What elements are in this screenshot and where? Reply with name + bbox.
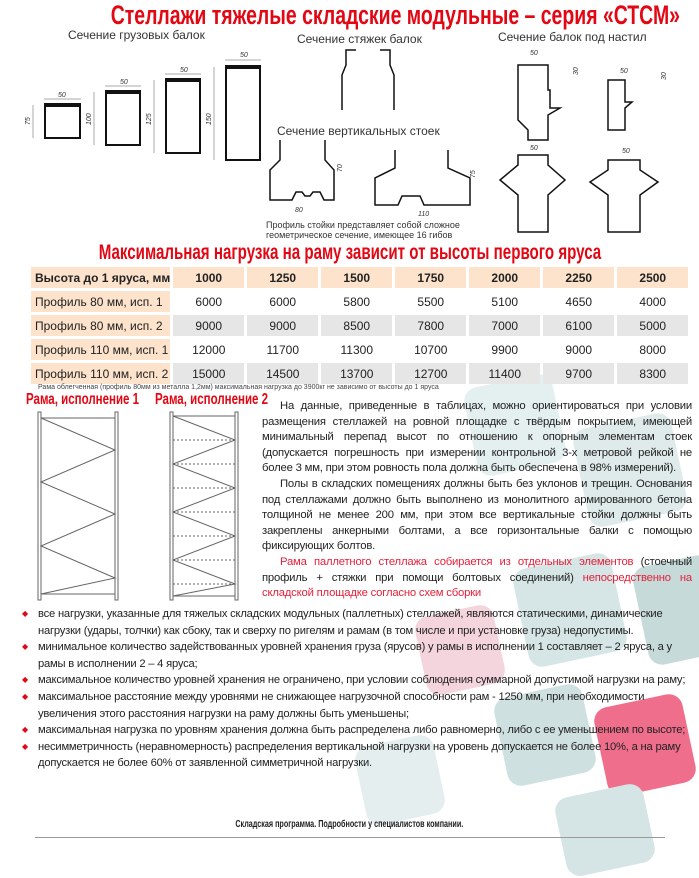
profile-drawings [0, 0, 699, 240]
dim-label: 50 [620, 68, 628, 75]
frame-1-label: Рама, исполнение 1 [26, 391, 140, 408]
list-item: ◆ несимметричность (неравномерность) распределения вертикальной нагрузки на уровень допускается не более 10%, а на раму допускается не более 60% от заявленной симметричной нагрузки. [22, 739, 686, 772]
list-item: ◆ максимальная нагрузка по уровням хранения должна быть распределена либо равномерно, либо с ее уменьшением по высоте; [22, 722, 686, 739]
page-title: Стеллажи тяжелые складские модульные – серия «СТСМ» [110, 0, 680, 30]
dim-label: 125 [146, 113, 153, 125]
table-row: Профиль 80 мм, исп. 1 6000 6000 5800 5500 5100 4650 4000 [31, 291, 688, 312]
frame-1-drawing [38, 412, 118, 600]
dim-label: 30 [661, 72, 668, 80]
paragraph: Рама паллетного стеллажа собирается из отдельных элементов (стоечный профиль + стяжки при помощи болтовых соединений) непосредственно на складской площадке согласно схем сборки [262, 555, 693, 600]
dim-label: 50 [530, 50, 538, 57]
dim-label: 80 [295, 207, 303, 214]
frame-2-drawing [170, 412, 238, 600]
list-item: ◆ максимальное количество уровней хранения не ограничено, при условии соблюдения суммарной допустимой нагрузки на раму; [22, 672, 686, 689]
upright-note: Профиль стойки представляет собой сложное геометрическое сечение, имеющее 16 гибов [266, 220, 460, 240]
footer-text: Складская программа. Подробности у специалистов компании. [235, 819, 464, 830]
dim-label: 70 [337, 164, 344, 172]
frame-2-label: Рама, исполнение 2 [155, 391, 269, 408]
table-note: Рама облегченная (профиль 80мм из металла 1,2мм) максимальная нагрузка до 3900кг не зависимо от высоты до 1 яруса [38, 384, 439, 391]
dim-label: 75 [470, 170, 477, 178]
requirements-list [22, 606, 686, 772]
conditions-text [262, 399, 692, 602]
dim-label: 50 [58, 92, 66, 99]
dim-label: 50 [120, 79, 128, 86]
dim-label: 75 [25, 117, 32, 125]
tie-beams-caption: Сечение стяжек балок [297, 32, 422, 46]
dim-label: 100 [86, 113, 93, 125]
paragraph: На данные, приведенные в таблицах, можно ориентироваться при условии размещения стеллажей на ровной площадке с твёрдым покрытием, имеющей минимальный перепад высот по отношению к опорным элементам стоек (допускается погрешность при измерении контрольной 3-х метровой рейкой не более 3 мм, при этом ровность пола должна быть обеспечена в 98% измерений). [262, 400, 692, 475]
dim-label: 50 [180, 67, 188, 74]
footer-divider [35, 837, 665, 838]
dim-label: 110 [418, 211, 430, 218]
table-row: Профиль 110 мм, исп. 1 12000 11700 11300 10700 9900 9000 8000 [31, 339, 688, 360]
dim-label: 150 [206, 113, 213, 125]
list-item: ◆ минимальное количество задействованных уровней хранения груза (ярусов) у рамы в исполнении 1 составляет – 2 яруса, а у рамы в исполнении 2 – 4 яруса; [22, 639, 686, 672]
deck-beam-sections [500, 65, 658, 232]
dim-label: 50 [530, 145, 538, 152]
dim-label: 50 [240, 52, 248, 59]
uprights-caption: Сечение вертикальных стоек [277, 124, 440, 138]
tie-beam-sections [342, 50, 394, 110]
dim-label: 50 [622, 148, 630, 155]
list-item: ◆ все нагрузки, указанные для тяжелых складских модульных (паллетных) стеллажей, являются статическими, динамические нагрузки (удары, толчки) как сбоку, так и сверху по ригелям и рамам (в том числе и при установке груза) недопустимы. [22, 606, 686, 639]
table-row: Профиль 110 мм, исп. 2 15000 14500 13700 12700 11400 9700 8300 [31, 363, 688, 384]
upright-sections [270, 140, 470, 205]
load-beams-caption: Сечение грузовых балок [68, 28, 205, 42]
paragraph: Полы в складских помещениях должны быть без уклонов и трещин. Основания под стеллажами должно быть выполнено из монолитного армированного бетона толщиной не менее 200 мм, при этом все вертикальные стойки должны быть закреплены анкерными болтами, а все горизонтальные балки с помощью фиксирующих болтов. [262, 477, 692, 553]
list-item: ◆ максимальное расстояние между уровнями не снижающее нагрузочной способности рам - 1250 мм, при необходимости увеличения этого расстояния нагрузки на раму должны быть уменьшены; [22, 689, 686, 722]
table-title: Максимальная нагрузка на раму зависит от высоты первого яруса [98, 241, 601, 264]
deck-beams-caption: Сечение балок под настил [498, 30, 647, 44]
table-header-row: Высота до 1 яруса, мм 1000 1250 1500 1750 2000 2250 2500 [31, 267, 688, 288]
load-table [28, 264, 691, 387]
frame-drawings [30, 410, 260, 604]
table-row: Профиль 80 мм, исп. 2 9000 9000 8500 7800 7000 6100 5000 [31, 315, 688, 336]
dim-label: 30 [573, 67, 580, 75]
